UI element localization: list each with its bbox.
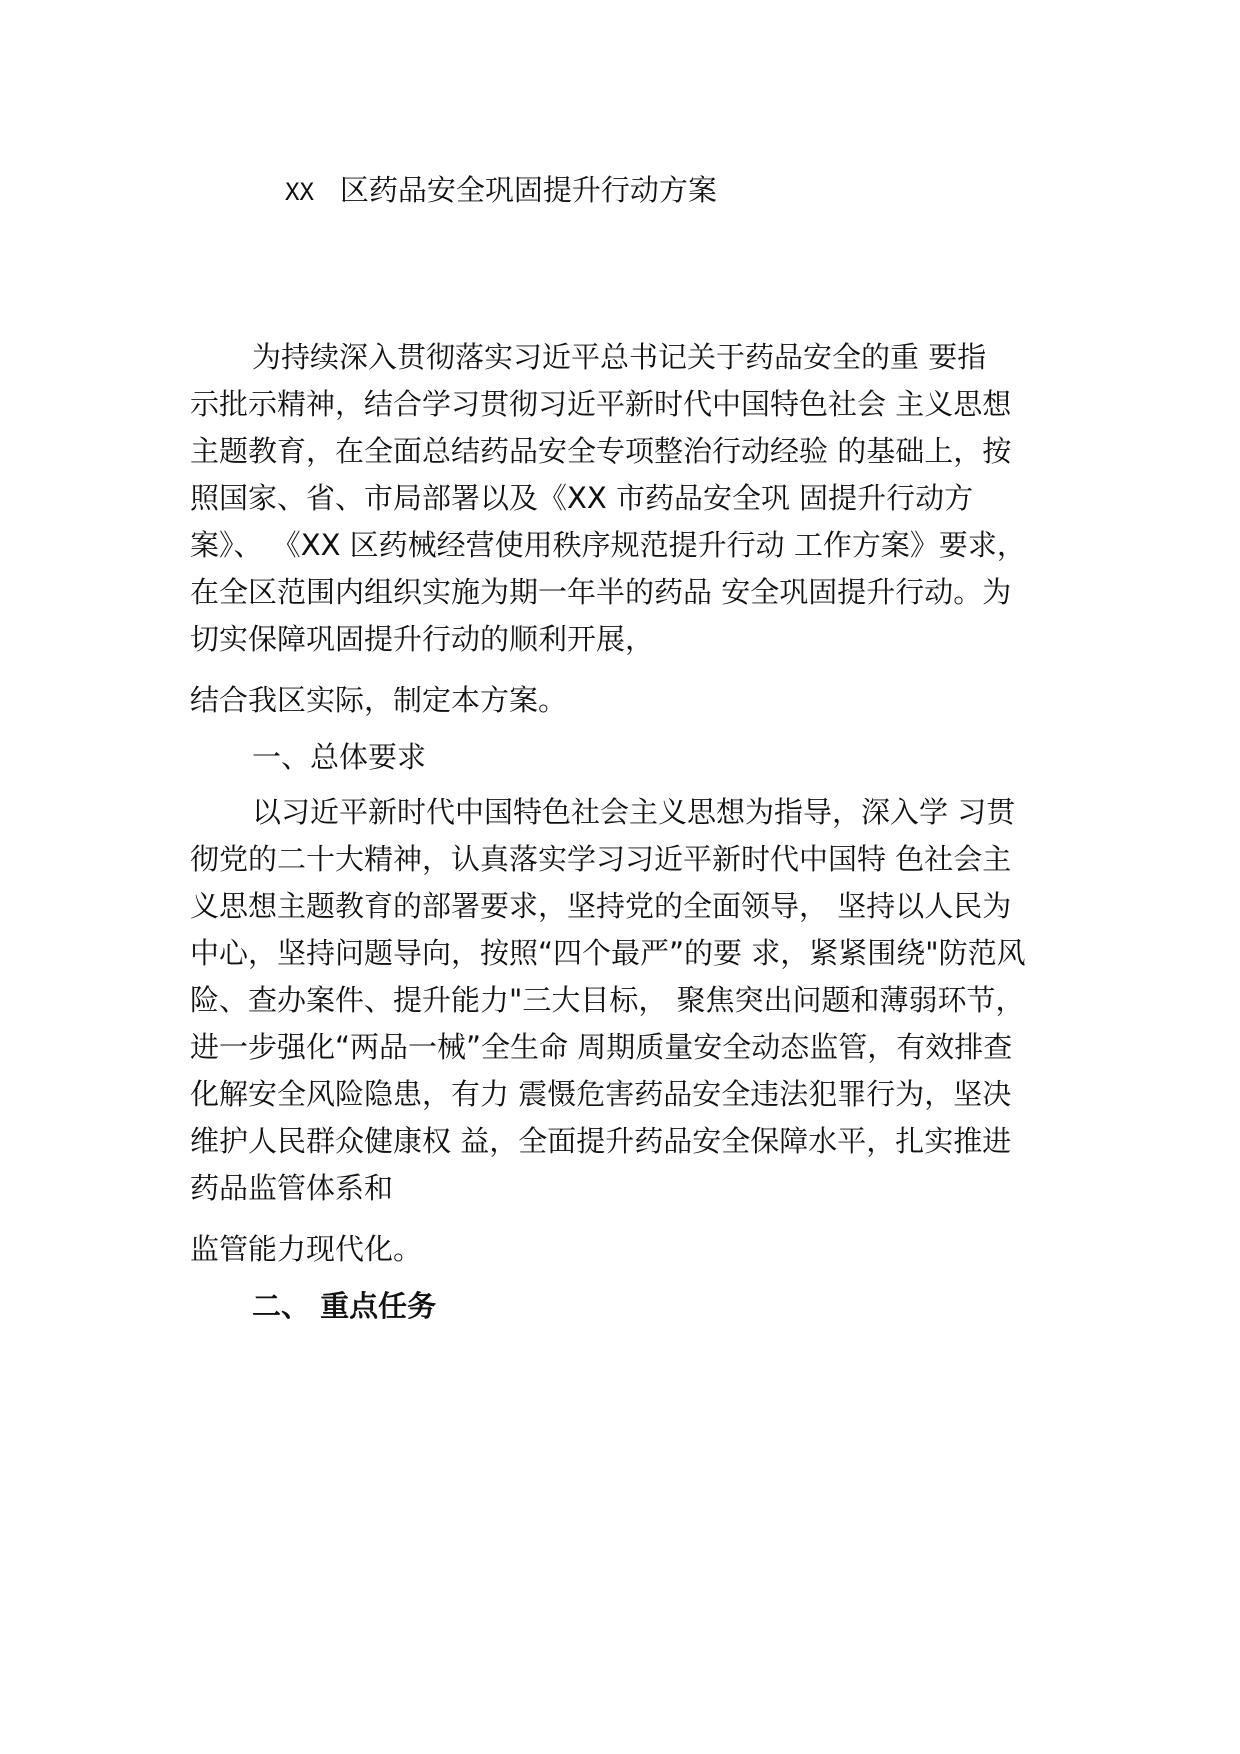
paragraph2-line-6: 进一步强化“两品一械”全生命 周期质量安全动态监管，有效排查 (190, 1030, 1013, 1064)
paragraph1-line-6: 在全区范围内组织实施为期一年半的药品 安全巩固提升行动。为 (190, 575, 1012, 609)
paragraph1-end: 结合我区实际，制定本方案。 (190, 683, 568, 717)
paragraph2-line-3: 义思想主题教育的部署要求，坚持党的全面领导， 坚持以人民为 (190, 889, 1012, 923)
paragraph1-line-4: 照国家、省、市局部署以及《XX 市药品安全巩 固提升行动方 (190, 481, 974, 515)
paragraph2-line-5: 险、查办案件、提升能力"三大目标， 聚焦突出问题和薄弱环节， (190, 983, 1025, 1017)
paragraph1-line-3: 主题教育，在全面总结药品安全专项整治行动经验 的基础上，按 (190, 434, 1012, 468)
paragraph2-line-9: 药品监管体系和 (190, 1171, 394, 1205)
title-main: 区药品安全巩固提升行动方案 (339, 173, 717, 207)
document-title (285, 170, 717, 212)
paragraph1-line-7: 切实保障巩固提升行动的顺利开展， (190, 622, 655, 656)
paragraph2-end: 监管能力现代化。 (190, 1232, 423, 1266)
paragraph2-line-2: 彻党的二十大精神，认真落实学习习近平新时代中国特 色社会主 (190, 842, 1012, 876)
title-prefix: XX (285, 178, 314, 206)
paragraph2-line-7: 化解安全风险隐患，有力 震慑危害药品安全违法犯罪行为，坚决 (190, 1077, 1012, 1111)
section1-heading: 一、总体要求 (252, 740, 427, 774)
paragraph2-line-8: 维护人民群众健康权 益，全面提升药品安全保障水平，扎实推进 (190, 1124, 1012, 1158)
paragraph2-line-4: 中心，坚持问题导向，按照“四个最严”的要 求，紧紧围绕"防范风 (190, 936, 1026, 970)
paragraph2-line-1: 以习近平新时代中国特色社会主义思想为指导，深入学 习贯 (252, 795, 1016, 829)
section2-heading: 二、 重点任务 (252, 1289, 437, 1323)
paragraph1-line-1: 为持续深入贯彻落实习近平总书记关于药品安全的重 要指 (252, 340, 987, 374)
paragraph1-line-5: 案》、 《XX 区药械经营使用秩序规范提升行动 工作方案》要求， (190, 528, 1026, 562)
paragraph1-line-2: 示批示精神，结合学习贯彻习近平新时代中国特色社会 主义思想 (190, 387, 1012, 421)
